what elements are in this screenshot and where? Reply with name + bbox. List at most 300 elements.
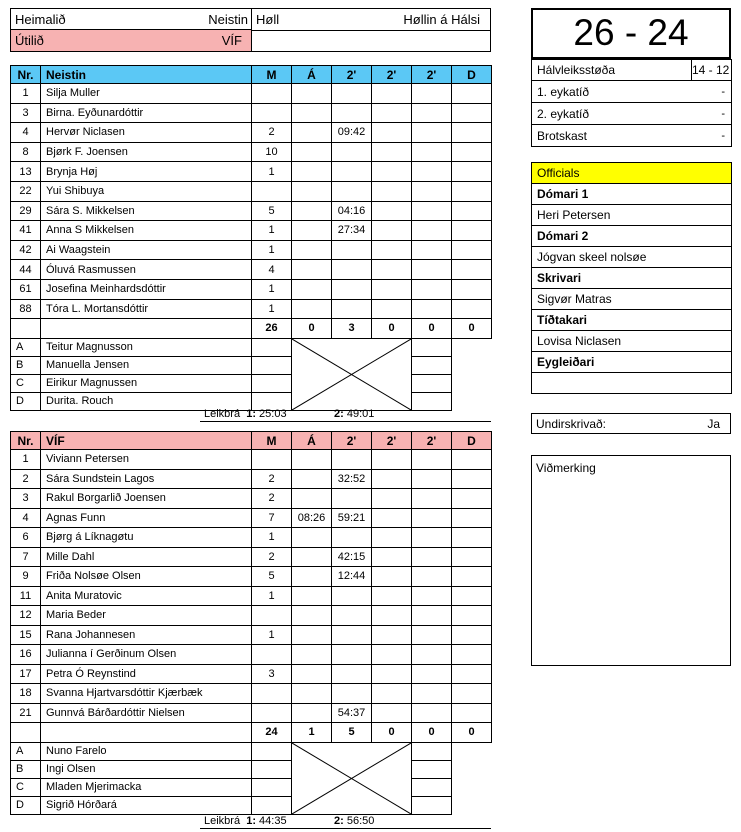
player-disqualification <box>452 103 492 123</box>
player-warning <box>292 84 332 104</box>
team-official-row <box>11 742 492 760</box>
player-disqualification <box>452 123 492 143</box>
home-team-name: Neistin <box>208 12 248 27</box>
col-suspension-2: 2' <box>372 432 412 450</box>
player-disqualification <box>452 299 492 319</box>
match-header <box>10 8 491 52</box>
player-name: Ai Waagstein <box>41 240 252 260</box>
player-suspension-1 <box>332 606 372 626</box>
player-suspension-2 <box>372 703 412 723</box>
player-number: 22 <box>11 181 41 201</box>
player-disqualification <box>452 664 492 684</box>
player-row <box>11 162 492 182</box>
player-disqualification <box>452 684 492 704</box>
player-number: 17 <box>11 664 41 684</box>
col-disqualification: D <box>452 432 492 450</box>
player-suspension-1 <box>332 240 372 260</box>
player-suspension-1 <box>332 299 372 319</box>
player-row <box>11 528 492 548</box>
player-number: 3 <box>11 489 41 509</box>
total-disqualification: 0 <box>452 723 492 743</box>
player-goals: 2 <box>252 489 292 509</box>
player-suspension-1 <box>332 260 372 280</box>
player-suspension-1 <box>332 450 372 470</box>
player-disqualification <box>452 240 492 260</box>
player-suspension-2 <box>372 240 412 260</box>
team-official-d <box>412 338 452 356</box>
team-official-code: C <box>11 778 41 796</box>
player-name: Julianna í Gerðinum Olsen <box>41 645 252 665</box>
player-number: 8 <box>11 142 41 162</box>
player-number: 16 <box>11 645 41 665</box>
player-row <box>11 606 492 626</box>
player-warning <box>292 625 332 645</box>
extra1-value: - <box>692 81 732 103</box>
player-suspension-1 <box>332 489 372 509</box>
col-suspension-1: 2' <box>332 66 372 84</box>
player-number: 4 <box>11 508 41 528</box>
player-suspension-1: 42:15 <box>332 547 372 567</box>
player-number: 29 <box>11 201 41 221</box>
player-suspension-3 <box>412 606 452 626</box>
player-disqualification <box>452 142 492 162</box>
player-disqualification <box>452 84 492 104</box>
total-disqualification: 0 <box>452 319 492 339</box>
player-number: 42 <box>11 240 41 260</box>
extra2-value: - <box>692 103 732 125</box>
player-number: 2 <box>11 469 41 489</box>
player-row <box>11 508 492 528</box>
player-goals: 3 <box>252 664 292 684</box>
team-official-code: A <box>11 338 41 356</box>
player-row <box>11 469 492 489</box>
player-disqualification <box>452 508 492 528</box>
player-number: 12 <box>11 606 41 626</box>
player-name: Petra Ó Reynstind <box>41 664 252 684</box>
player-suspension-2 <box>372 279 412 299</box>
player-goals <box>252 103 292 123</box>
player-suspension-1 <box>332 84 372 104</box>
player-number: 4 <box>11 123 41 143</box>
player-goals <box>252 84 292 104</box>
team-official-code: C <box>11 374 41 392</box>
total-goals: 26 <box>252 319 292 339</box>
signed-value: Ja <box>707 417 720 431</box>
player-goals: 1 <box>252 625 292 645</box>
team-official-m <box>252 374 292 392</box>
total-suspension-2: 0 <box>372 723 412 743</box>
player-name: Silja Muller <box>41 84 252 104</box>
team-official-code: D <box>11 392 41 410</box>
player-suspension-2 <box>372 508 412 528</box>
player-warning <box>292 260 332 280</box>
player-suspension-3 <box>412 181 452 201</box>
score-box <box>531 8 731 59</box>
team-official-name: Eirikur Magnussen <box>41 374 252 392</box>
totals-blank <box>11 319 41 339</box>
player-row <box>11 103 492 123</box>
team-official-row <box>11 338 492 356</box>
away-timeouts-underline <box>200 828 491 829</box>
team-official-m <box>252 338 292 356</box>
col-suspension-3: 2' <box>412 66 452 84</box>
player-name: Bjørg á Líknagøtu <box>41 528 252 548</box>
away-team-table <box>10 431 492 815</box>
player-suspension-1 <box>332 528 372 548</box>
remarks-label: Viðmerking <box>536 461 596 475</box>
timekeeper-label: Tíðtakari <box>532 310 732 331</box>
player-suspension-3 <box>412 645 452 665</box>
team-official-name: Teitur Magnusson <box>41 338 252 356</box>
total-suspension-1: 3 <box>332 319 372 339</box>
player-number: 15 <box>11 625 41 645</box>
player-suspension-3 <box>412 508 452 528</box>
player-suspension-2 <box>372 567 412 587</box>
total-warning: 1 <box>292 723 332 743</box>
player-disqualification <box>452 625 492 645</box>
totals-blank <box>11 723 41 743</box>
player-row <box>11 645 492 665</box>
player-suspension-2 <box>372 547 412 567</box>
player-suspension-3 <box>412 625 452 645</box>
halftime-score: 14 - 12 <box>692 60 732 81</box>
player-warning <box>292 142 332 162</box>
player-suspension-1 <box>332 279 372 299</box>
player-suspension-3 <box>412 279 452 299</box>
referee2-label: Dómari 2 <box>532 226 732 247</box>
player-disqualification <box>452 181 492 201</box>
team-official-m <box>252 742 292 760</box>
player-suspension-2 <box>372 450 412 470</box>
timeout-1-value: 44:35 <box>259 815 287 827</box>
player-disqualification <box>452 469 492 489</box>
player-disqualification <box>452 528 492 548</box>
player-suspension-1 <box>332 645 372 665</box>
home-timeout-2 <box>334 408 374 420</box>
player-goals: 2 <box>252 469 292 489</box>
player-warning <box>292 162 332 182</box>
col-warning: Á <box>292 66 332 84</box>
venue-name: Høllin á Hálsi <box>403 12 480 27</box>
player-goals: 1 <box>252 528 292 548</box>
away-label: Útilið <box>15 33 44 48</box>
timeout-2-label: 2: <box>334 408 344 420</box>
player-suspension-2 <box>372 684 412 704</box>
player-suspension-1: 04:16 <box>332 201 372 221</box>
player-suspension-3 <box>412 684 452 704</box>
total-suspension-2: 0 <box>372 319 412 339</box>
timeout-1-value: 25:03 <box>259 408 287 420</box>
home-table-team-name: Neistin <box>41 66 252 84</box>
player-goals: 1 <box>252 240 292 260</box>
player-warning <box>292 279 332 299</box>
player-number: 11 <box>11 586 41 606</box>
player-disqualification <box>452 645 492 665</box>
player-name: Maria Beder <box>41 606 252 626</box>
player-row <box>11 260 492 280</box>
team-official-name: Ingi Olsen <box>41 760 252 778</box>
away-team-name: VÍF <box>221 33 242 48</box>
player-suspension-2 <box>372 162 412 182</box>
player-suspension-1: 32:52 <box>332 469 372 489</box>
player-suspension-1 <box>332 162 372 182</box>
player-number: 6 <box>11 528 41 548</box>
player-name: Anna S Mikkelsen <box>41 221 252 241</box>
totals-blank <box>41 319 252 339</box>
player-warning <box>292 645 332 665</box>
player-goals: 1 <box>252 299 292 319</box>
away-timeouts <box>204 815 287 827</box>
player-warning <box>292 450 332 470</box>
player-name: Bjørk F. Joensen <box>41 142 252 162</box>
scorer-name: Sigvør Matras <box>532 289 732 310</box>
player-number: 21 <box>11 703 41 723</box>
halftime-row <box>532 60 732 81</box>
totals-row <box>11 319 492 339</box>
col-disqualification: D <box>452 66 492 84</box>
player-row <box>11 489 492 509</box>
team-official-d <box>412 392 452 410</box>
player-suspension-2 <box>372 103 412 123</box>
total-warning: 0 <box>292 319 332 339</box>
player-suspension-3 <box>412 123 452 143</box>
player-goals: 4 <box>252 260 292 280</box>
player-suspension-3 <box>412 489 452 509</box>
player-name: Tóra L. Mortansdóttir <box>41 299 252 319</box>
player-row <box>11 703 492 723</box>
player-warning <box>292 240 332 260</box>
player-goals <box>252 684 292 704</box>
timeout-1-label: 1: <box>246 408 256 420</box>
player-suspension-3 <box>412 162 452 182</box>
player-goals <box>252 645 292 665</box>
player-number: 61 <box>11 279 41 299</box>
team-official-d <box>412 760 452 778</box>
player-suspension-2 <box>372 84 412 104</box>
player-suspension-3 <box>412 547 452 567</box>
timeout-2-value: 49:01 <box>346 408 375 420</box>
player-goals: 5 <box>252 567 292 587</box>
scorer-label: Skrivari <box>532 268 732 289</box>
player-row <box>11 123 492 143</box>
player-suspension-1 <box>332 586 372 606</box>
player-name: Friða Nolsøe Olsen <box>41 567 252 587</box>
player-suspension-2 <box>372 586 412 606</box>
timeout-1-label: 1: <box>246 815 256 827</box>
player-suspension-1: 59:21 <box>332 508 372 528</box>
player-name: Svanna Hjartvarsdóttir Kjærbæk <box>41 684 252 704</box>
player-suspension-1 <box>332 181 372 201</box>
player-row <box>11 221 492 241</box>
player-suspension-2 <box>372 142 412 162</box>
player-suspension-3 <box>412 260 452 280</box>
extra1-row <box>532 81 732 103</box>
player-warning <box>292 528 332 548</box>
team-official-code: D <box>11 796 41 814</box>
player-disqualification <box>452 586 492 606</box>
remarks-box <box>531 455 731 666</box>
team-official-row <box>11 760 492 778</box>
col-suspension-2: 2' <box>372 66 412 84</box>
team-official-name: Mladen Mjerimacka <box>41 778 252 796</box>
team-official-m <box>252 796 292 814</box>
player-suspension-2 <box>372 469 412 489</box>
score-details-table <box>531 59 732 147</box>
player-warning <box>292 703 332 723</box>
player-goals <box>252 703 292 723</box>
player-goals: 1 <box>252 279 292 299</box>
signed-box <box>531 413 731 434</box>
player-suspension-2 <box>372 606 412 626</box>
player-goals: 1 <box>252 162 292 182</box>
player-name: Josefina Meinhardsdóttir <box>41 279 252 299</box>
referee2-name: Jógvan skeel nolsøe <box>532 247 732 268</box>
home-team-table <box>10 65 492 411</box>
venue: Høll <box>256 12 280 27</box>
player-name: Sára S. Mikkelsen <box>41 201 252 221</box>
player-name: Rakul Borgarlið Joensen <box>41 489 252 509</box>
totals-blank <box>41 723 252 743</box>
player-row <box>11 625 492 645</box>
player-suspension-2 <box>372 181 412 201</box>
home-timeouts <box>204 408 287 420</box>
team-official-m <box>252 356 292 374</box>
player-suspension-1 <box>332 142 372 162</box>
player-suspension-2 <box>372 201 412 221</box>
team-official-name: Sigrið Hórðará <box>41 796 252 814</box>
player-warning <box>292 489 332 509</box>
player-goals: 10 <box>252 142 292 162</box>
extra1-label: 1. eykatíð <box>532 81 692 103</box>
player-number: 7 <box>11 547 41 567</box>
player-disqualification <box>452 279 492 299</box>
player-suspension-2 <box>372 299 412 319</box>
extra2-label: 2. eykatíð <box>532 103 692 125</box>
timeout-2-value: 56:50 <box>346 815 375 827</box>
shootout-label: Brotskast <box>532 125 692 147</box>
player-suspension-1: 12:44 <box>332 567 372 587</box>
player-goals: 5 <box>252 201 292 221</box>
player-disqualification <box>452 606 492 626</box>
player-goals: 2 <box>252 547 292 567</box>
col-suspension-1: 2' <box>332 432 372 450</box>
total-goals: 24 <box>252 723 292 743</box>
player-warning <box>292 684 332 704</box>
officials-table <box>531 162 732 394</box>
total-suspension-3: 0 <box>412 319 452 339</box>
player-row <box>11 279 492 299</box>
team-official-d <box>412 374 452 392</box>
player-row <box>11 142 492 162</box>
player-row <box>11 450 492 470</box>
player-name: Yui Shibuya <box>41 181 252 201</box>
player-disqualification <box>452 260 492 280</box>
player-warning <box>292 469 332 489</box>
player-suspension-1 <box>332 684 372 704</box>
player-warning <box>292 567 332 587</box>
player-suspension-2 <box>372 625 412 645</box>
player-name: Mille Dahl <box>41 547 252 567</box>
player-goals: 2 <box>252 123 292 143</box>
timeouts-label: Leikbrá <box>204 408 241 420</box>
team-official-row <box>11 356 492 374</box>
player-warning <box>292 547 332 567</box>
player-suspension-2 <box>372 528 412 548</box>
player-row <box>11 299 492 319</box>
player-suspension-3 <box>412 201 452 221</box>
player-goals: 1 <box>252 586 292 606</box>
player-row <box>11 201 492 221</box>
player-warning <box>292 123 332 143</box>
player-number: 18 <box>11 684 41 704</box>
player-suspension-3 <box>412 240 452 260</box>
player-suspension-3 <box>412 299 452 319</box>
team-official-code: B <box>11 356 41 374</box>
player-suspension-2 <box>372 489 412 509</box>
player-suspension-2 <box>372 221 412 241</box>
player-warning <box>292 221 332 241</box>
officials-title: Officials <box>532 163 732 184</box>
shootout-value: - <box>692 125 732 147</box>
player-suspension-3 <box>412 221 452 241</box>
player-name: Óluvá Rasmussen <box>41 260 252 280</box>
total-suspension-3: 0 <box>412 723 452 743</box>
player-row <box>11 547 492 567</box>
player-suspension-1: 09:42 <box>332 123 372 143</box>
player-suspension-2 <box>372 260 412 280</box>
referee1-label: Dómari 1 <box>532 184 732 205</box>
final-score: 26 - 24 <box>573 12 689 53</box>
player-row <box>11 181 492 201</box>
player-suspension-3 <box>412 84 452 104</box>
player-disqualification <box>452 547 492 567</box>
header-row-divider <box>251 30 490 31</box>
team-official-row <box>11 796 492 814</box>
col-warning: Á <box>292 432 332 450</box>
player-disqualification <box>452 703 492 723</box>
player-suspension-1 <box>332 103 372 123</box>
team-official-d <box>412 778 452 796</box>
player-suspension-3 <box>412 703 452 723</box>
player-row <box>11 567 492 587</box>
player-row <box>11 84 492 104</box>
cross-icon <box>292 339 411 410</box>
player-warning <box>292 299 332 319</box>
player-warning <box>292 586 332 606</box>
player-name: Viviann Petersen <box>41 450 252 470</box>
player-number: 1 <box>11 84 41 104</box>
player-number: 44 <box>11 260 41 280</box>
player-row <box>11 240 492 260</box>
player-row <box>11 664 492 684</box>
col-nr: Nr. <box>11 66 41 84</box>
supervisor-name <box>532 373 732 394</box>
player-warning <box>292 181 332 201</box>
team-official-row <box>11 778 492 796</box>
player-name: Birna. Eyðunardóttir <box>41 103 252 123</box>
team-official-d <box>412 742 452 760</box>
shootout-row <box>532 125 732 147</box>
col-suspension-3: 2' <box>412 432 452 450</box>
col-goals: M <box>252 66 292 84</box>
player-disqualification <box>452 162 492 182</box>
player-goals <box>252 181 292 201</box>
player-name: Brynja Høj <box>41 162 252 182</box>
player-name: Anita Muratovic <box>41 586 252 606</box>
player-number: 13 <box>11 162 41 182</box>
timeouts-label: Leikbrá <box>204 815 241 827</box>
player-warning <box>292 664 332 684</box>
